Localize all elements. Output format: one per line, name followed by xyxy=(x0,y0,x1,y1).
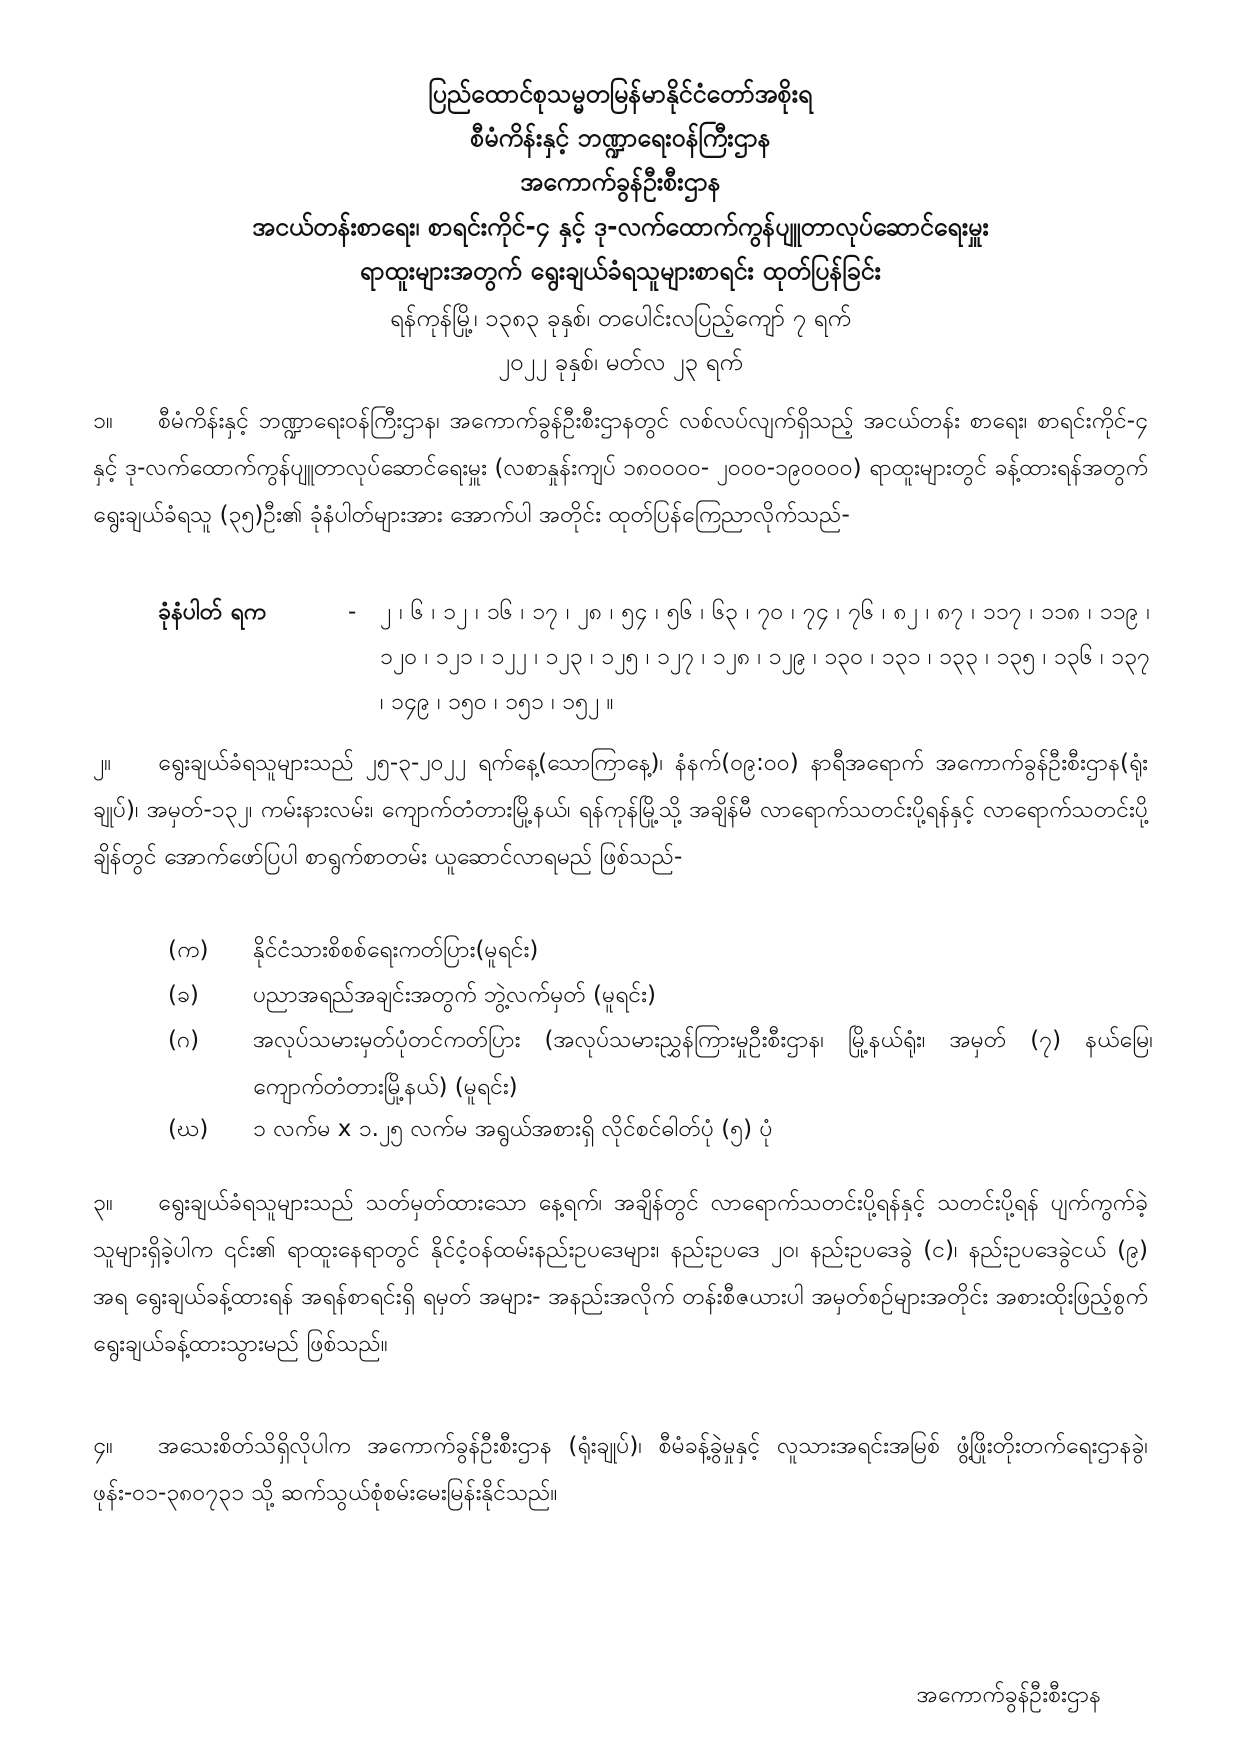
item-text: ပညာအရည်အချင်းအတွက် ဘွဲ့လက်မှတ် (မူရင်း) xyxy=(253,982,656,1008)
item-text: နိုင်ငံသားစိစစ်ရေးကတ်ပြား(မူရင်း) xyxy=(253,937,539,963)
paragraph-4-number: ၄။ xyxy=(93,1433,113,1459)
header-department: အကောက်ခွန်ဦးစီးဌာန xyxy=(520,167,721,196)
paragraph-1 xyxy=(93,398,1148,539)
item-marker: (ခ) xyxy=(168,982,199,1008)
header-ministry: စီမံကိန်းနှင့် ဘဏ္ဍာရေးဝန်ကြီးဌာန xyxy=(470,123,771,152)
paragraph-1-text: စီမံကိန်းနှင့် ဘဏ္ဍာရေးဝန်ကြီးဌာန၊ အကောက်ခွန်ဦးစီးဌာနတွင် လစ်လပ်လျက်ရှိသည့် အငယ်တန်း စာရေး၊ စာရင်းကိုင်-၄ နှင့် ဒု-လက်ထောက်ကွန်ပျူတာလုပ်ဆောင်ရေးမှူး (လစာနှုန်းကျပ် ၁၈၀၀၀၀- ၂၀၀၀-၁၉၀၀၀၀) ရာထူးများတွင် ခန့်ထားရန်အတွက် ရွေးချယ်ခံရသူ (၃၅)ဦး၏ ခုံနံပါတ်များအား အောက်ပါ အတိုင်း ထုတ်ပြန်ကြေညာလိုက်သည်- xyxy=(93,408,1148,528)
item-text: အလုပ်သမားမှတ်ပုံတင်ကတ်ပြား (အလုပ်သမားညွှန်ကြားမှုဦးစီးဌာန၊ မြို့နယ်ရုံး၊ အမှတ် (၇) နယ်မြေ၊ ကျောက်တံတားမြို့နယ်) (မူရင်း) xyxy=(253,1027,1153,1100)
announcement-title-line1: အငယ်တန်းစာရေး၊ စာရင်းကိုင်-၄ နှင့် ဒု-လက်ထောက်ကွန်ပျူတာလုပ်ဆောင်ရေးမှူး xyxy=(252,212,989,241)
item-marker: (ဃ) xyxy=(168,1116,209,1142)
item-text: ၁ လက်မ x ၁.၂၅ လက်မ အရွယ်အစားရှိ လိုင်စင်ဓါတ်ပုံ (၅) ပုံ xyxy=(253,1116,773,1142)
seat-number-list xyxy=(158,590,1158,725)
seat-number-label: ခုံနံပါတ် ရက xyxy=(158,599,267,625)
seat-numbers: ၂ ၊ ၆ ၊ ၁၂ ၊ ၁၆ ၊ ၁၇ ၊ ၂၈ ၊ ၅၄ ၊ ၅၆ ၊ ၆၃ ၊ ၇၀ ၊ ၇၄ ၊ ၇၆ ၊ ၈၂ ၊ ၈၇ ၊ ၁၁၇ ၊ ၁၁၈ ၊ ၁၁၉ ၊ ၁၂၀ ၊ ၁၂၁ ၊ ၁၂၂ ၊ ၁၂၃ ၊ ၁၂၅ ၊ ၁၂၇ ၊ ၁၂၈ ၊ ၁၂၉ ၊ ၁၃၀ ၊ ၁၃၁ ၊ ၁၃၃ ၊ ၁၃၅ ၊ ၁၃၆ ၊ ၁၃၇ ၊ ၁၄၉ ၊ ၁၅၀ ၊ ၁၅၁ ၊ ၁၅၂ ။ xyxy=(380,599,1150,715)
announcement-title-line2: ရာထူးများအတွက် ရွေးချယ်ခံရသူများစာရင်း ထုတ်ပြန်ခြင်း xyxy=(360,256,881,285)
paragraph-4-text: အသေးစိတ်သိရှိလိုပါက အကောက်ခွန်ဦးစီးဌာန (ရုံးချုပ်)၊ စီမံခန့်ခွဲမှုနှင့် လူသားအရင်းအမြစ် ဖွံ့ဖြိုးတိုးတက်ရေးဌာနခွဲ၊ ဖုန်း-၀၁-၃၈၀၇၃၁ သို့ ဆက်သွယ်စုံစမ်းမေးမြန်းနိုင်သည်။ xyxy=(93,1433,1148,1506)
paragraph-3-number: ၃။ xyxy=(93,1190,113,1216)
item-marker: (က) xyxy=(168,937,209,963)
signature-department: အကောက်ခွန်ဦးစီးဌာန xyxy=(916,1682,1101,1708)
paragraph-4 xyxy=(93,1423,1148,1517)
paragraph-1-number: ၁။ xyxy=(93,408,113,434)
item-marker: (ဂ) xyxy=(168,1027,200,1053)
paragraph-2-text: ရွေးချယ်ခံရသူများသည် ၂၅-၃-၂၀၂၂ ရက်နေ့(သောကြာနေ့)၊ နံနက်(၀၉:၀၀) နာရီအရောက် အကောက်ခွန်ဦးစီးဌာန(ရုံးချုပ်)၊ အမှတ်-၁၃၂၊ ကမ်းနားလမ်း၊ ကျောက်တံတားမြို့နယ်၊ ရန်ကုန်မြို့သို့ အချိန်မီ လာရောက်သတင်းပို့ရန်နှင့် လာရောက်သတင်းပို့ချိန်တွင် အောက်ဖော်ပြပါ စာရွက်စာတမ်း ယူဆောင်လာရမည် ဖြစ်သည်- xyxy=(93,750,1148,870)
paragraph-3 xyxy=(93,1180,1148,1368)
seat-number-dash: - xyxy=(348,599,357,625)
header-government: ပြည်ထောင်စုသမ္မတမြန်မာနိုင်ငံတော်အစိုးရ xyxy=(428,79,813,108)
paragraph-2 xyxy=(93,740,1148,881)
date-myanmar: ရန်ကုန်မြို့၊ ၁၃၈၃ ခုနှစ်၊ တပေါင်းလပြည့်ကျော် ၇ ရက် xyxy=(390,304,851,332)
paragraph-2-number: ၂။ xyxy=(93,750,112,776)
paragraph-3-text: ရွေးချယ်ခံရသူများသည် သတ်မှတ်ထားသော နေ့ရက်၊ အချိန်တွင် လာရောက်သတင်းပို့ရန်နှင့် သတင်းပို့ရန် ပျက်ကွက်ခဲ့သူများရှိခဲ့ပါက ၎င်း၏ ရာထူးနေရာတွင် နိုင်ငံ့ဝန်ထမ်းနည်းဥပဒေများ၊ နည်းဥပဒေ ၂၀၊ နည်းဥပဒေခွဲ (င)၊ နည်းဥပဒေခွဲငယ် (၉) အရ ရွေးချယ်ခန့်ထားရန် အရန်စာရင်းရှိ ရမှတ် အများ- အနည်းအလိုက် တန်းစီဇယားပါ အမှတ်စဉ်များအတိုင်း အစားထိုးဖြည့်စွက် ရွေးချယ်ခန့်ထားသွားမည် ဖြစ်သည်။ xyxy=(93,1190,1148,1357)
date-gregorian: ၂၀၂၂ ခုနှစ်၊ မတ်လ ၂၃ ရက် xyxy=(498,348,743,376)
